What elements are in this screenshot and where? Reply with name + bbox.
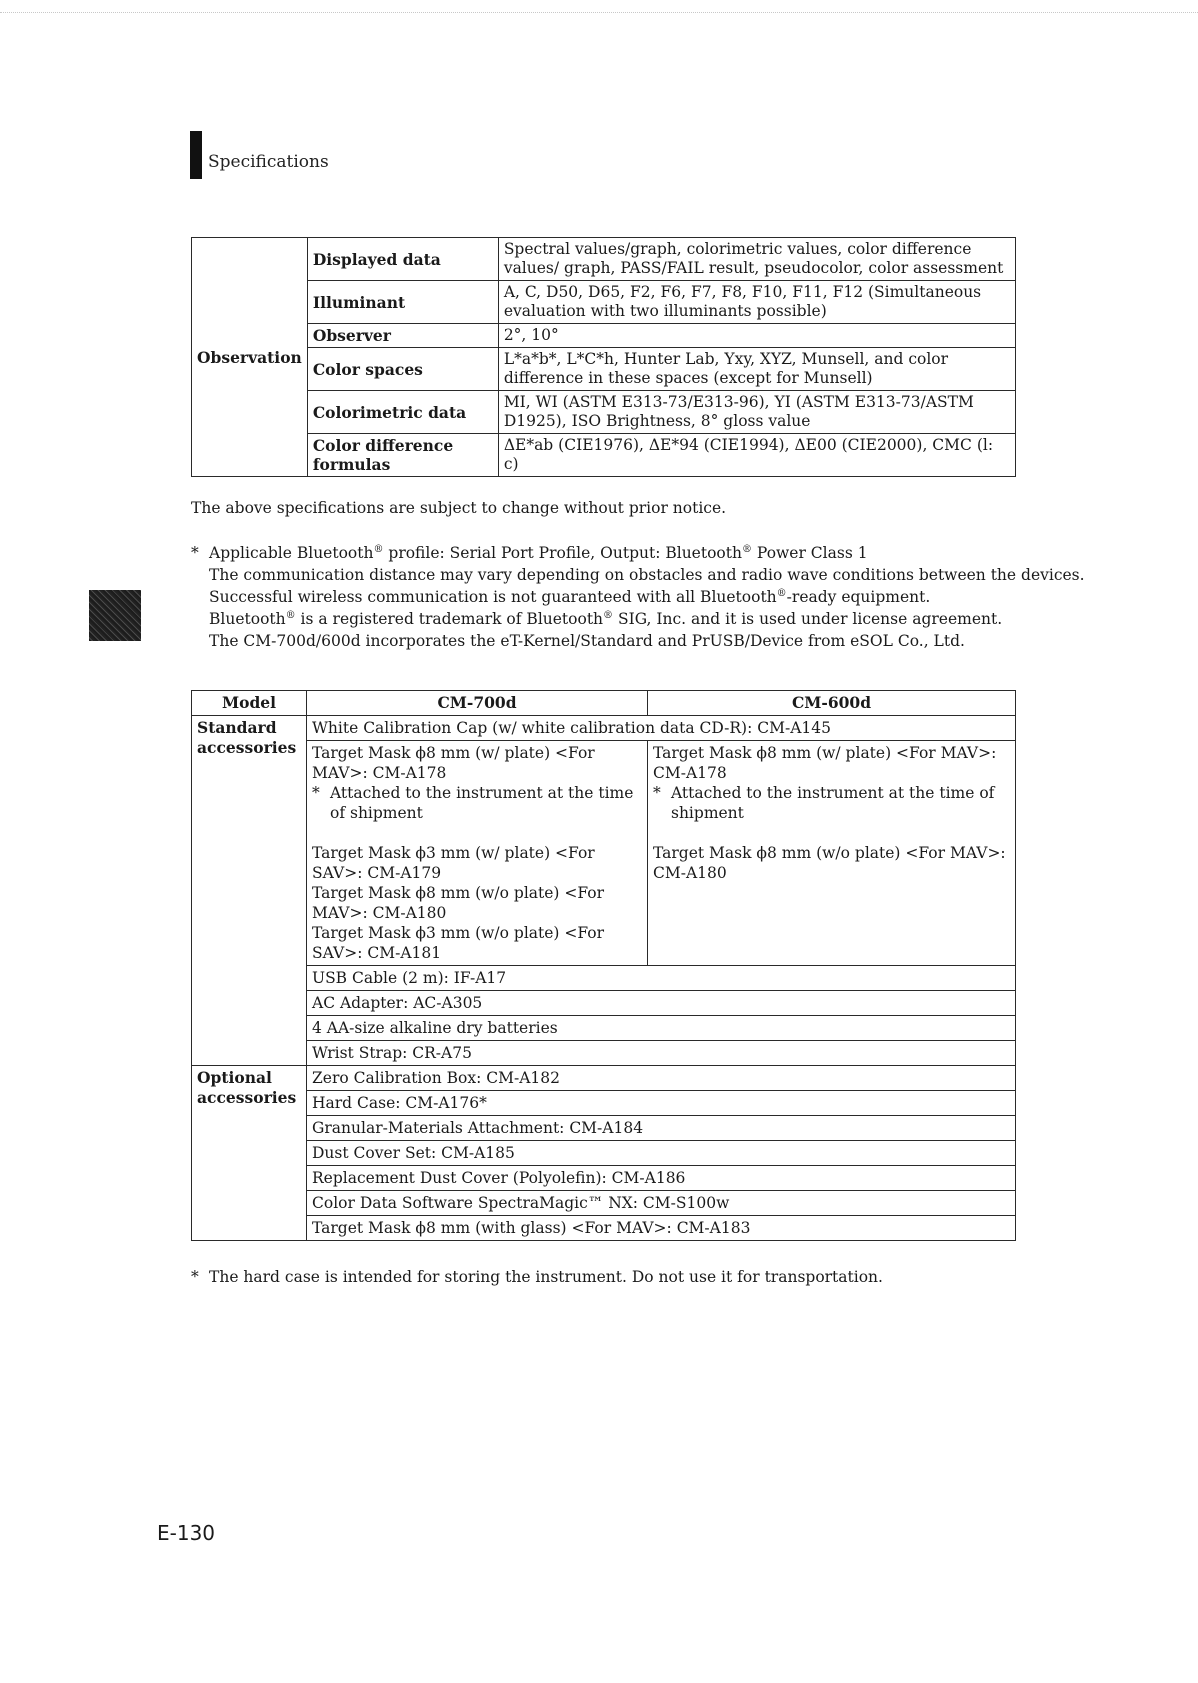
spec-label: Illuminant: [307, 281, 498, 324]
hard-case-footnote: [191, 1268, 883, 1286]
cm700d-masks: [307, 741, 648, 966]
cm600d-masks: [648, 741, 1016, 966]
table-row: [192, 716, 1016, 741]
mask-note: * Attached to the instrument at the time of shipment: [653, 784, 995, 822]
bluetooth-line-text: Applicable Bluetooth® profile: Serial Port Profile, Output: Bluetooth® Power Class 1: [209, 543, 868, 562]
accessory-item: Dust Cover Set: CM-A185: [307, 1141, 1016, 1166]
mask-item: Target Mask ϕ3 mm (w/o plate) <For SAV>: CM-A181: [312, 924, 605, 962]
observation-spec-table: [191, 237, 1016, 477]
spec-label: Colorimetric data: [307, 391, 498, 434]
table-row: [192, 1141, 1016, 1166]
accessory-item: Replacement Dust Cover (Polyolefin): CM-A186: [307, 1166, 1016, 1191]
bluetooth-note: [191, 542, 1085, 652]
table-row: [192, 991, 1016, 1016]
note-star: *: [191, 544, 199, 562]
spec-label: Color difference formulas: [307, 434, 498, 477]
spacer: [312, 823, 642, 843]
accessory-item: AC Adapter: AC-A305: [307, 991, 1016, 1016]
table-row: [192, 1091, 1016, 1116]
scan-top-border: [0, 12, 1198, 13]
mask-item: Target Mask ϕ8 mm (w/o plate) <For MAV>: CM-A180: [653, 844, 1006, 882]
bluetooth-line: The communication distance may vary depending on obstacles and radio wave conditions between the devices.: [209, 566, 1085, 584]
spec-notice: The above specifications are subject to change without prior notice.: [191, 499, 727, 517]
accessory-item: USB Cable (2 m): IF-A17: [307, 966, 1016, 991]
spec-label: Observer: [307, 324, 498, 348]
table-row: [192, 1166, 1016, 1191]
mask-item: Target Mask ϕ8 mm (w/ plate) <For MAV>: CM-A178: [653, 744, 997, 782]
section-title: Specifications: [208, 152, 329, 172]
chapter-thumb-tab: [89, 590, 141, 641]
note-star: *: [191, 1268, 199, 1286]
spec-row: [192, 348, 1016, 391]
footnote-text: The hard case is intended for storing the instrument. Do not use it for transportation.: [209, 1268, 883, 1286]
mask-note: * Attached to the instrument at the time of shipment: [312, 784, 634, 822]
cm600d-header: CM-600d: [648, 691, 1016, 716]
accessory-item: Target Mask ϕ8 mm (with glass) <For MAV>: CM-A183: [307, 1216, 1016, 1241]
bluetooth-line: The CM-700d/600d incorporates the eT-Kernel/Standard and PrUSB/Device from eSOL Co., Ltd.: [209, 632, 965, 650]
spec-row: [192, 434, 1016, 477]
table-row: [192, 1116, 1016, 1141]
bluetooth-line: Bluetooth® is a registered trademark of Bluetooth® SIG, Inc. and it is used under license agreement.: [209, 609, 1003, 628]
spec-value: Spectral values/graph, colorimetric values, color difference values/ graph, PASS/FAIL result, pseudocolor, color assessment: [498, 238, 1015, 281]
table-row: [192, 1041, 1016, 1066]
spec-value: A, C, D50, D65, F2, F6, F7, F8, F10, F11, F12 (Simultaneous evaluation with two illuminants possible): [498, 281, 1015, 324]
spec-value: ΔE*ab (CIE1976), ΔE*94 (CIE1994), ΔE00 (CIE2000), CMC (l: c): [498, 434, 1015, 477]
optional-accessories-label: Optional accessories: [192, 1066, 307, 1241]
spec-value: MI, WI (ASTM E313-73/E313-96), YI (ASTM E313-73/ASTM D1925), ISO Brightness, 8° gloss value: [498, 391, 1015, 434]
spec-category: Observation: [192, 238, 308, 477]
table-row: [192, 1066, 1016, 1091]
accessory-item: Color Data Software SpectraMagic™ NX: CM-S100w: [307, 1191, 1016, 1216]
table-header-row: [192, 691, 1016, 716]
mask-item: Target Mask ϕ8 mm (w/ plate) <For MAV>: CM-A178: [312, 744, 595, 782]
spec-value: L*a*b*, L*C*h, Hunter Lab, Yxy, XYZ, Munsell, and color difference in these spaces (except for Munsell): [498, 348, 1015, 391]
spec-row: [192, 238, 1016, 281]
standard-accessories-label: Standard accessories: [192, 716, 307, 1066]
accessory-item: Hard Case: CM-A176*: [307, 1091, 1016, 1116]
table-row: [192, 1016, 1016, 1041]
spacer: [653, 823, 1010, 843]
section-marker-bar: [190, 131, 202, 179]
accessory-item: Zero Calibration Box: CM-A182: [307, 1066, 1016, 1091]
page-number: E-130: [157, 1521, 216, 1545]
bluetooth-line: Successful wireless communication is not guaranteed with all Bluetooth®-ready equipment.: [209, 587, 931, 606]
spec-label: Displayed data: [307, 238, 498, 281]
accessory-item: Granular-Materials Attachment: CM-A184: [307, 1116, 1016, 1141]
table-row: [192, 741, 1016, 966]
mask-item: Target Mask ϕ3 mm (w/ plate) <For SAV>: CM-A179: [312, 844, 595, 882]
accessory-item: White Calibration Cap (w/ white calibration data CD-R): CM-A145: [307, 716, 1016, 741]
table-row: [192, 966, 1016, 991]
model-header: Model: [192, 691, 307, 716]
mask-item: Target Mask ϕ8 mm (w/o plate) <For MAV>: CM-A180: [312, 884, 605, 922]
spec-value: 2°, 10°: [498, 324, 1015, 348]
spec-row: [192, 324, 1016, 348]
accessory-item: 4 AA-size alkaline dry batteries: [307, 1016, 1016, 1041]
accessories-table: [191, 690, 1016, 1241]
spec-row: [192, 391, 1016, 434]
spec-row: [192, 281, 1016, 324]
spec-label: Color spaces: [307, 348, 498, 391]
cm700d-header: CM-700d: [307, 691, 648, 716]
bluetooth-line: [191, 542, 1085, 564]
accessory-item: Wrist Strap: CR-A75: [307, 1041, 1016, 1066]
table-row: [192, 1216, 1016, 1241]
table-row: [192, 1191, 1016, 1216]
